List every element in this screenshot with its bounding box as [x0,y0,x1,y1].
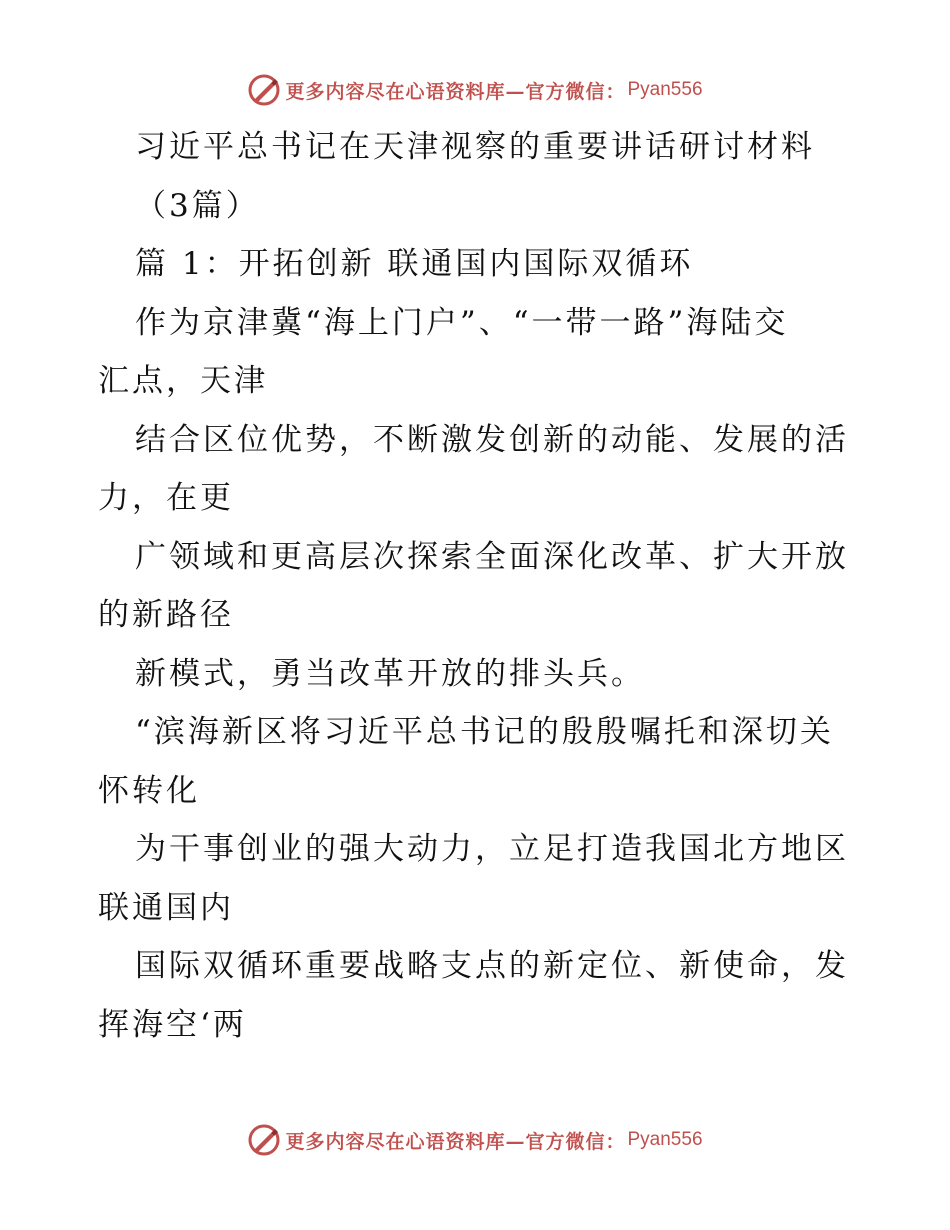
body-line: 力，在更 [98,480,234,516]
body-line: 作为京津冀“海上门户”、“一带一路”海陆交 [135,304,789,341]
body-line: 的新路径 [98,597,234,633]
document-title: 习近平总书记在天津视察的重要讲话研讨材料 [135,129,815,165]
body-line: 广领域和更高层次探索全面深化改革、扩大开放 [135,538,849,575]
document-body [98,118,853,1054]
watermark-wechat-id: Pyan556 [627,1129,703,1150]
watermark-text: 更多内容尽在心语资料库—官方微信： [285,80,626,103]
body-line: 联通国内 [98,889,234,926]
body-line: 为干事创业的强大动力，立足打造我国北方地区 [135,831,849,867]
pen-logo-icon [247,73,281,107]
section-heading: 篇 1：开拓创新 联通国内国际双循环 [135,246,694,282]
pen-logo-icon [247,1123,281,1157]
watermark-wechat-id: Pyan556 [627,79,703,100]
body-line: 挥海空‘两 [98,1006,247,1043]
body-line: 新模式，勇当改革开放的排头兵。 [135,655,645,692]
body-line: 怀转化 [98,772,200,809]
body-line: 汇点，天津 [98,363,268,399]
header-watermark [0,70,950,110]
footer-watermark [0,1120,950,1160]
document-title-count: （3篇） [135,187,260,224]
body-line: 国际双循环重要战略支点的新定位、新使命，发 [135,948,849,984]
body-line: “滨海新区将习近平总书记的殷殷嘱托和深切关 [135,714,834,750]
watermark-text: 更多内容尽在心语资料库—官方微信： [285,1130,626,1153]
body-line: 结合区位优势，不断激发创新的动能、发展的活 [135,421,849,458]
